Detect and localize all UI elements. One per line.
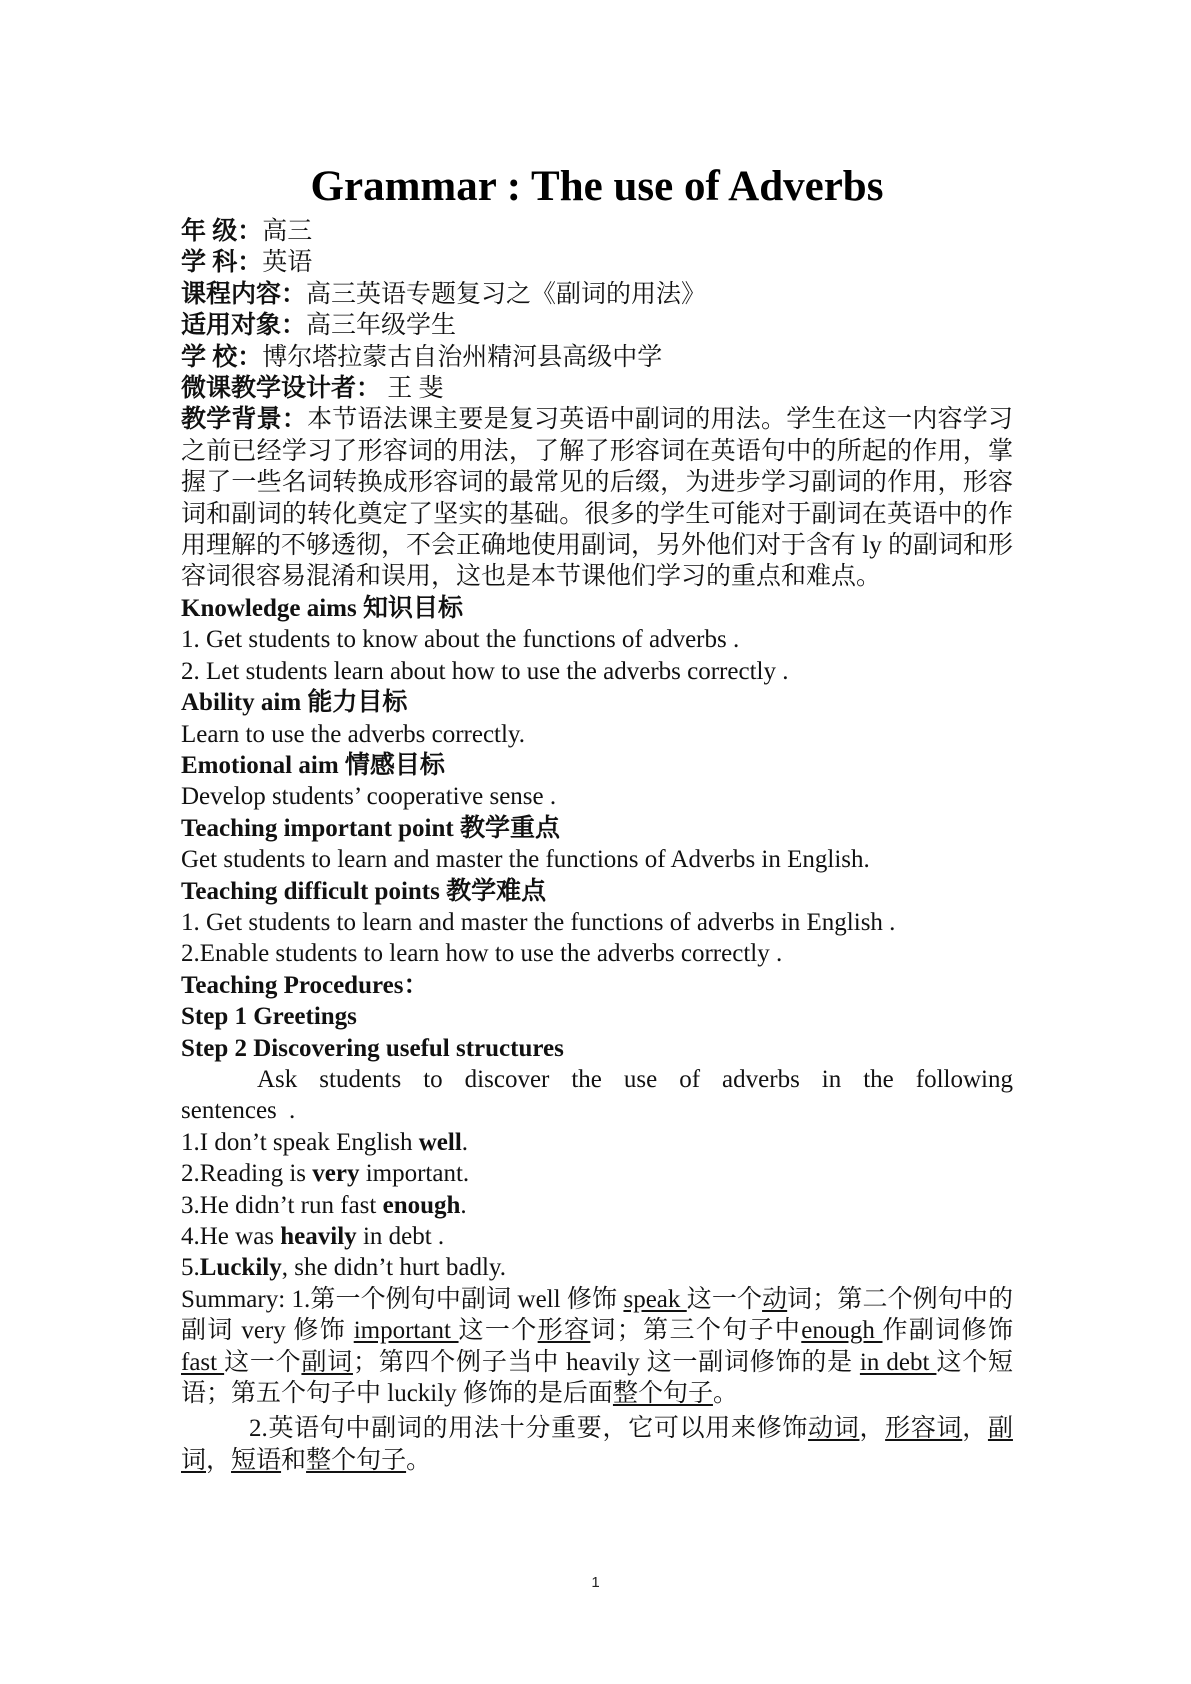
summary-paragraph-2	[181, 1413, 1013, 1476]
summary-text: 。	[406, 1446, 432, 1474]
example-sentence	[181, 1252, 1013, 1283]
emotional-aim-text: Develop students’ cooperative sense .	[181, 783, 557, 811]
summary-text: 这一个	[686, 1285, 763, 1313]
summary-text: ；第四个例子当中 heavily 这一副词修饰的是	[352, 1348, 860, 1376]
summary-underlined: 形容词	[885, 1415, 963, 1443]
example-text: 1.I don’t speak English	[181, 1128, 419, 1156]
summary-underlined: 整个句子	[306, 1446, 407, 1474]
meta-label: 微课教学设计者：	[181, 375, 382, 403]
ability-aim-heading: Ability aim 能力目标	[181, 689, 408, 717]
meta-designer	[181, 373, 1013, 404]
summary-text: 和	[281, 1446, 307, 1474]
summary-underlined: 形容	[537, 1317, 591, 1345]
meta-value: 英语	[262, 249, 313, 277]
example-text: 3.He didn’t run fast	[181, 1191, 383, 1219]
meta-course	[181, 279, 1013, 310]
meta-label: 学 科：	[181, 249, 263, 277]
summary-underlined: 整个句子	[612, 1380, 713, 1408]
meta-label: 适用对象：	[181, 312, 307, 340]
summary-text: ，	[206, 1446, 232, 1474]
example-text: 5.	[181, 1254, 200, 1282]
summary-underlined: 动词	[808, 1415, 860, 1443]
summary-text: ，	[962, 1415, 988, 1443]
meta-label: 学 校：	[181, 343, 263, 371]
summary-text: 。	[712, 1380, 738, 1408]
example-sentence	[181, 1190, 1013, 1221]
summary-underlined: speak	[623, 1285, 687, 1313]
meta-label: 年 级：	[181, 218, 263, 245]
document-title: Grammar : The use of Adverbs	[310, 163, 884, 210]
example-sentence	[181, 1221, 1013, 1252]
meta-school	[181, 342, 1013, 373]
summary-text: 词；第二个例句中的副词 very 修饰	[181, 1285, 1013, 1345]
example-adverb: heavily	[280, 1223, 357, 1250]
summary-underlined: 短语	[231, 1446, 282, 1474]
meta-audience	[181, 310, 1013, 341]
meta-value: 王 斐	[381, 375, 444, 403]
example-text: .	[460, 1191, 467, 1219]
knowledge-aim-item: 1. Get students to know about the functions of adverbs .	[181, 626, 740, 654]
important-point-text: Get students to learn and master the functions of Adverbs in English.	[181, 846, 870, 874]
summary-text: 作副词修饰	[882, 1317, 1013, 1345]
important-point-heading: Teaching important point 教学重点	[181, 814, 560, 842]
meta-subject	[181, 247, 1013, 278]
example-adverb: well	[418, 1128, 462, 1156]
example-sentence	[181, 1158, 1013, 1189]
summary-underlined: 副词	[301, 1348, 353, 1376]
background-text: 本节语法课主要是复习英语中副词的用法。学生在这一内容学习之前已经学习了形容词的用法，了解了形容词在英语句中的所起的作用，掌握了一些名词转换成形容词的最常见的后缀，为进步学习副词的作用，形容词和副词的转化奠定了坚实的基础。很多的学生可能对于副词在英语中的作用理解的不够透彻，不会正确地使用副词，另外他们对于含有 ly 的副词和形容词很容易混淆和误用，这也是本节课他们学习的重点和难点。	[181, 406, 1013, 591]
meta-label: 课程内容：	[181, 280, 307, 308]
meta-grade	[181, 216, 1013, 247]
procedures-heading: Teaching Procedures：	[181, 971, 429, 999]
example-text: 2.Reading is	[181, 1160, 313, 1188]
summary-text: 这个短语；第五个句子中 luckily 修饰的是后面	[181, 1348, 1013, 1408]
emotional-aim-heading: Emotional aim 情感目标	[181, 751, 445, 779]
ability-aim-text: Learn to use the adverbs correctly.	[181, 720, 526, 748]
summary-underlined: 动	[762, 1285, 788, 1313]
meta-block	[181, 216, 1013, 404]
background-label: 教学背景：	[181, 406, 308, 434]
difficult-points-heading: Teaching difficult points 教学难点	[181, 877, 547, 905]
knowledge-aim-item: 2. Let students learn about how to use the adverbs correctly .	[181, 657, 789, 685]
example-adverb: Luckily	[199, 1254, 282, 1282]
example-text: , she didn’t hurt badly.	[281, 1254, 507, 1282]
summary-text: 词；第三个句子中	[590, 1317, 802, 1345]
summary-underlined: fast	[181, 1348, 225, 1376]
example-adverb: enough	[382, 1191, 461, 1219]
step-2-heading: Step 2 Discovering useful structures	[181, 1034, 564, 1062]
summary-underlined: 副词	[181, 1415, 1013, 1474]
meta-value: 高三	[262, 218, 313, 245]
difficult-point-item: 1. Get students to learn and master the functions of adverbs in English .	[181, 908, 896, 936]
summary-text: 这一个	[224, 1348, 302, 1376]
example-sentence	[181, 1127, 1013, 1158]
meta-value: 高三英语专题复习之《副词的用法》	[306, 280, 707, 308]
meta-value: 博尔塔拉蒙古自治州精河县高级中学	[262, 343, 663, 371]
example-text: 4.He was	[181, 1223, 281, 1250]
summary-text: 这一个	[458, 1317, 538, 1345]
example-text: in debt .	[356, 1223, 445, 1250]
summary-text: 2.英语句中副词的用法十分重要，它可以用来修饰	[249, 1415, 809, 1443]
summary-paragraph-1	[181, 1284, 1013, 1410]
example-text: .	[461, 1128, 469, 1156]
page-content	[181, 0, 1013, 1476]
summary-text: ，	[859, 1415, 886, 1443]
example-adverb: very	[312, 1160, 360, 1188]
step-1-heading: Step 1 Greetings	[181, 1003, 357, 1031]
meta-value: 高三年级学生	[306, 312, 457, 340]
summary-text: Summary: 1.第一个例句中副词 well 修饰	[181, 1285, 624, 1313]
knowledge-aims-heading: Knowledge aims 知识目标	[181, 594, 463, 622]
summary-underlined: enough	[801, 1317, 883, 1345]
step-2-instruction: Ask students to discover the use of adverbs in the following sentences .	[181, 1065, 1013, 1125]
summary-underlined: important	[353, 1317, 459, 1345]
summary-underlined: in debt	[859, 1348, 937, 1376]
page-number: 1	[591, 1574, 600, 1591]
teaching-background	[181, 404, 1013, 592]
difficult-point-item: 2.Enable students to learn how to use the adverbs correctly .	[181, 940, 783, 968]
example-text: important.	[359, 1160, 470, 1188]
